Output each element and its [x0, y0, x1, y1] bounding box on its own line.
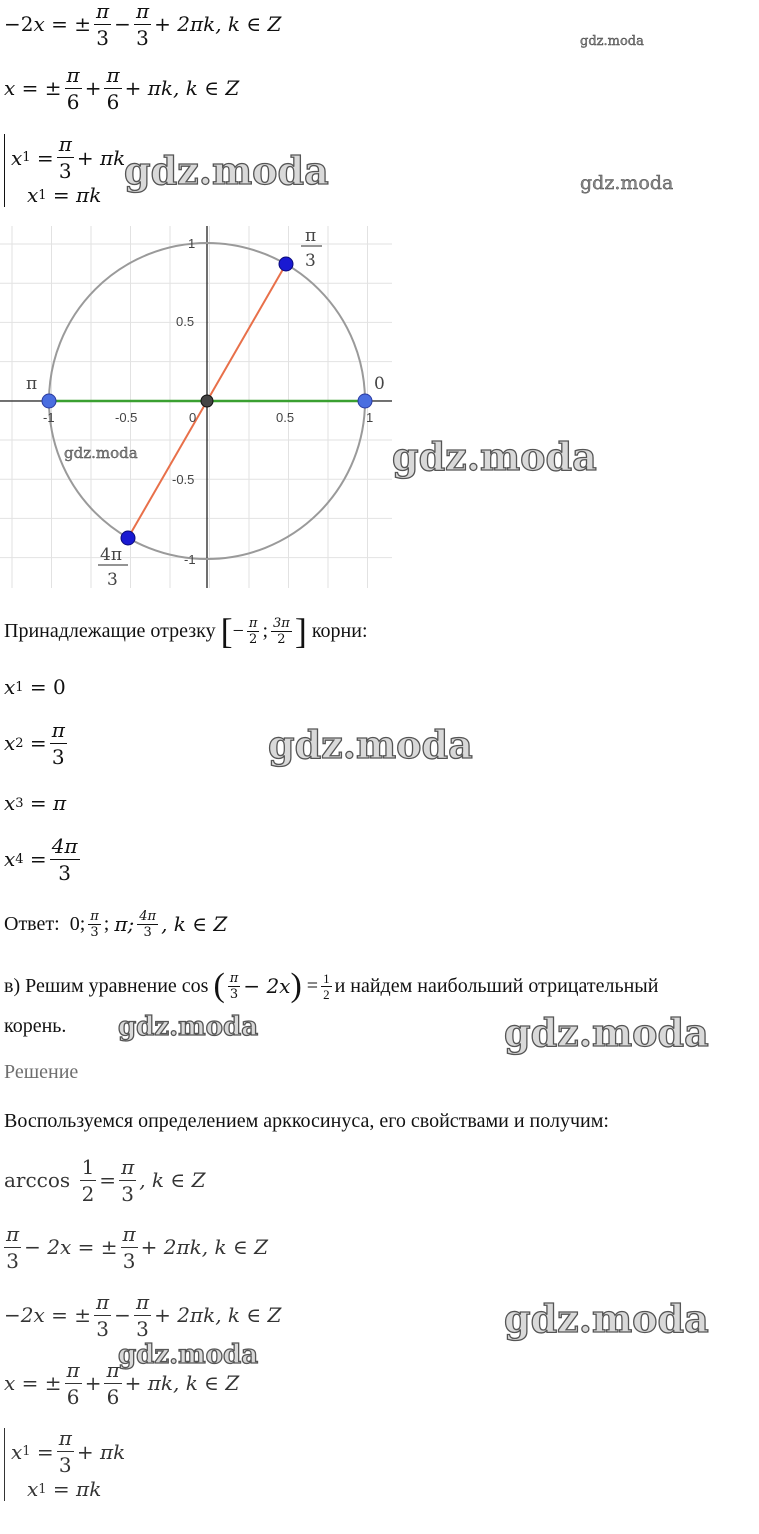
- frac-den: 2: [323, 986, 330, 1002]
- fraction-pi-3: [134, 1, 151, 48]
- argument-tail: − 2x: [243, 974, 291, 998]
- equals-sign: =: [52, 1477, 70, 1501]
- tick-y-1: 1: [188, 236, 196, 251]
- fraction-4pi-3: [50, 833, 80, 885]
- tick-y-neg1: -1: [184, 552, 196, 567]
- system-row-1: [11, 134, 125, 181]
- plus-sign: +: [84, 1371, 102, 1395]
- grid-lines: [0, 226, 392, 588]
- equation-line-1: [4, 0, 282, 50]
- plus-sign: +: [84, 76, 102, 100]
- var-x: x: [4, 675, 16, 699]
- frac-den: 3: [121, 1181, 134, 1206]
- equation-line-3: [4, 1222, 268, 1272]
- equation-line-4: [4, 1290, 281, 1340]
- frac-den: 2: [277, 631, 286, 647]
- arccos-line: [4, 1156, 205, 1204]
- equals-sign: =: [29, 847, 47, 871]
- answer-line: [4, 903, 227, 945]
- frac-num: π: [96, 0, 110, 23]
- solution-label-text: Решение: [4, 1060, 79, 1083]
- equals-sign: =: [36, 145, 54, 170]
- angle-label-4pi3-den: 3: [107, 570, 118, 588]
- frac-den: 3: [6, 1248, 19, 1273]
- answer-label: Ответ:: [4, 912, 60, 935]
- subscript: 1: [22, 1444, 31, 1459]
- fraction-3pi-2: [271, 617, 292, 646]
- answer-value-pi: π;: [114, 912, 135, 936]
- plus-sign: +: [124, 76, 142, 100]
- frac-den: 2: [81, 1181, 95, 1206]
- frac-num: π: [121, 1154, 135, 1179]
- equation-tail: πk, k ∈ Z: [147, 76, 240, 100]
- watermark: gdz.moda: [118, 1340, 259, 1370]
- frac-num: 1: [323, 970, 330, 986]
- equals-sign: =: [306, 974, 319, 997]
- heading-text-tail: корни:: [311, 619, 368, 642]
- root-x1: [4, 670, 66, 704]
- watermark: gdz.moda: [580, 172, 674, 194]
- root-x3: [4, 786, 66, 820]
- subscript: 4: [15, 851, 24, 867]
- subscript: 1: [15, 679, 24, 695]
- subscript: 2: [15, 735, 24, 751]
- frac-num: 3π: [273, 615, 290, 631]
- angle-label-pi3-num: π: [305, 226, 317, 246]
- equation-tail: 2πk, k ∈ Z: [177, 12, 282, 36]
- left-paren: (: [213, 967, 225, 1004]
- frac-num: π: [122, 1221, 136, 1246]
- frac-den: 3: [122, 1248, 136, 1273]
- frac-num: π: [248, 615, 258, 631]
- answer-tail: , k ∈ Z: [161, 912, 228, 936]
- subscript: 3: [15, 795, 24, 811]
- frac-den: 6: [66, 1384, 80, 1409]
- frac-num: π: [66, 1357, 80, 1382]
- plus-minus-sign: ±: [74, 1303, 92, 1327]
- point-pi: [42, 394, 56, 408]
- var-x: x: [4, 847, 16, 871]
- frac-den: 3: [58, 860, 71, 885]
- frac-den: 3: [96, 1316, 109, 1341]
- fraction-pi-3: [88, 910, 101, 939]
- solution-system-2: [4, 1428, 125, 1501]
- point-pi-over-3: [279, 257, 293, 271]
- frac-num: π: [58, 1426, 72, 1450]
- var-x: x: [11, 1439, 23, 1464]
- angle-label-4pi3-num: 4π: [100, 545, 122, 565]
- coef-minus-two: −2: [4, 12, 34, 36]
- frac-num: π: [51, 717, 65, 742]
- solution-text: [4, 1107, 609, 1135]
- frac-num: π: [135, 1289, 150, 1314]
- tick-x-neg05: -0.5: [115, 410, 138, 425]
- solution-text-body: Воспользуемся определением арккосинуса, его свойствами и получим:: [4, 1109, 609, 1132]
- frac-den: 6: [106, 89, 120, 114]
- watermark: gdz.moda: [392, 434, 597, 479]
- fraction-pi-3: [50, 717, 67, 769]
- fraction-4pi-3: [137, 910, 158, 939]
- angle-label-pi3-den: 3: [305, 251, 316, 271]
- frac-den: 3: [90, 924, 99, 940]
- minus-sign: −: [114, 1303, 131, 1327]
- statement-prefix: в) Решим уравнение cos: [4, 974, 209, 997]
- fraction-pi-3: [94, 1, 111, 48]
- tick-y-05: 0.5: [176, 314, 195, 329]
- var-x: x: [27, 183, 39, 207]
- term-pik: πk: [76, 1477, 102, 1501]
- equals-sign: =: [29, 675, 47, 699]
- system-row-2: [11, 183, 125, 207]
- watermark: gdz.moda: [504, 1010, 709, 1055]
- subscript: 1: [38, 187, 47, 203]
- right-bracket: ]: [294, 611, 307, 651]
- frac-den: 6: [66, 89, 80, 114]
- fraction-pi-6: [65, 62, 82, 114]
- frac-den: 3: [58, 159, 72, 183]
- frac-num: 1: [81, 1154, 95, 1179]
- fraction-1-2: [321, 972, 332, 1001]
- frac-num: π: [106, 1357, 120, 1382]
- arccos-fn: arccos: [4, 1168, 71, 1192]
- frac-num: π: [96, 1289, 110, 1314]
- frac-den: 6: [106, 1384, 120, 1409]
- equation-tail: + 2πk, k ∈ Z: [154, 1303, 282, 1327]
- minus-sign: −: [232, 619, 244, 642]
- tick-x-0: 0: [189, 410, 197, 425]
- part-v-statement: [4, 963, 658, 1009]
- var-x: x: [27, 1477, 39, 1501]
- point-4pi-over-3: [121, 531, 135, 545]
- minus-sign: −: [114, 12, 131, 36]
- tick-x-05: 0.5: [276, 410, 295, 425]
- plus-minus-sign: ±: [100, 1235, 118, 1259]
- equation-tail: + 2πk, k ∈ Z: [140, 1235, 269, 1259]
- equation-tail: , k ∈ Z: [139, 1168, 206, 1192]
- frac-num: π: [135, 0, 150, 23]
- fraction-pi-6: [65, 1357, 82, 1409]
- frac-den: 3: [51, 744, 65, 769]
- frac-num: π: [106, 62, 120, 87]
- var-x: x: [11, 145, 23, 170]
- subscript: 1: [22, 150, 31, 165]
- fraction-pi-3: [4, 1221, 21, 1273]
- var-x: x: [4, 76, 16, 100]
- answer-value-0: 0;: [69, 912, 86, 935]
- var-x: x: [4, 731, 16, 755]
- fraction-pi-3: [228, 972, 241, 1001]
- tick-x-neg1: -1: [43, 410, 55, 425]
- equals-sign: =: [51, 12, 68, 36]
- plus-minus-sign: ±: [44, 1371, 62, 1395]
- frac-num: π: [58, 132, 72, 156]
- solution-system-1: [4, 134, 125, 207]
- tick-x-1: 1: [366, 410, 374, 425]
- segment-roots-heading: [4, 611, 368, 651]
- frac-den: 3: [58, 1453, 72, 1477]
- angle-label-zero: 0: [374, 374, 385, 394]
- fraction-pi-6: [104, 62, 121, 114]
- equation-line-2: [4, 62, 240, 114]
- solution-label: [4, 1058, 78, 1086]
- frac-num: π: [90, 908, 99, 924]
- equation-mid: − 2x =: [24, 1235, 95, 1259]
- part-v-statement-line2: [4, 1012, 66, 1040]
- plus-minus-sign: ±: [74, 12, 92, 36]
- frac-den: 3: [229, 986, 239, 1002]
- heading-text: Принадлежащие отрезку: [4, 619, 216, 642]
- var-x: x: [4, 791, 16, 815]
- fraction-pi-3: [57, 134, 74, 181]
- semicolon: ;: [262, 619, 269, 642]
- frac-den: 3: [143, 924, 152, 940]
- fraction-1-2: [80, 1154, 97, 1206]
- left-bracket: [: [220, 611, 233, 651]
- root-x2: [4, 718, 70, 768]
- fraction-pi-3: [94, 1289, 111, 1341]
- fraction-pi-2: [247, 617, 260, 646]
- fraction-pi-3: [134, 1289, 151, 1341]
- root-value: 0: [53, 675, 66, 699]
- equation-lhs: −2x =: [4, 1303, 68, 1327]
- equals-sign: =: [36, 1439, 54, 1464]
- frac-den: 3: [136, 1316, 149, 1341]
- point-zero: [358, 394, 372, 408]
- statement-line2: корень.: [4, 1014, 67, 1037]
- watermark: gdz.moda: [504, 1296, 709, 1341]
- plus-sign: +: [154, 12, 171, 36]
- fraction-pi-3: [121, 1221, 138, 1273]
- equals-sign: =: [99, 1168, 117, 1192]
- frac-num: π: [66, 62, 80, 87]
- angle-label-pi: π: [26, 374, 38, 394]
- equation-lhs: x =: [4, 1371, 39, 1395]
- unit-circle-figure: [0, 226, 392, 588]
- watermark: gdz.moda: [118, 1012, 259, 1042]
- watermark: gdz.moda: [580, 34, 644, 49]
- equals-sign: =: [52, 183, 70, 207]
- frac-num: π: [6, 1221, 20, 1246]
- equals-sign: =: [21, 76, 39, 100]
- right-paren: ): [290, 967, 302, 1004]
- tick-y-neg05: -0.5: [172, 472, 195, 487]
- statement-suffix: и найдем наибольший отрицательный: [334, 974, 659, 997]
- system-row-1: [11, 1428, 125, 1475]
- semicolon: ;: [103, 912, 110, 935]
- watermark: gdz.moda: [64, 444, 138, 462]
- equals-sign: =: [29, 791, 47, 815]
- watermark: gdz.moda: [268, 722, 473, 767]
- term-pik: πk: [76, 183, 102, 207]
- var-x: x: [33, 12, 45, 36]
- root-x4: [4, 834, 83, 884]
- frac-den: 2: [249, 631, 258, 647]
- root-value: π: [53, 791, 67, 815]
- equation-tail: + πk, k ∈ Z: [124, 1371, 240, 1395]
- watermark: gdz.moda: [124, 148, 329, 193]
- subscript: 1: [38, 1481, 47, 1497]
- plus-minus-sign: ±: [44, 76, 62, 100]
- origin-point: [201, 395, 213, 407]
- fraction-pi-3: [57, 1428, 74, 1475]
- frac-den: 3: [136, 25, 149, 50]
- term-pik: + πk: [76, 1439, 126, 1464]
- term-pik: + πk: [76, 145, 126, 170]
- frac-num: 4π: [139, 908, 157, 924]
- system-row-2: [11, 1477, 125, 1501]
- frac-num: π: [229, 970, 239, 986]
- frac-den: 3: [96, 25, 109, 50]
- fraction-pi-3: [119, 1154, 136, 1206]
- frac-num: 4π: [51, 833, 78, 858]
- equals-sign: =: [29, 731, 47, 755]
